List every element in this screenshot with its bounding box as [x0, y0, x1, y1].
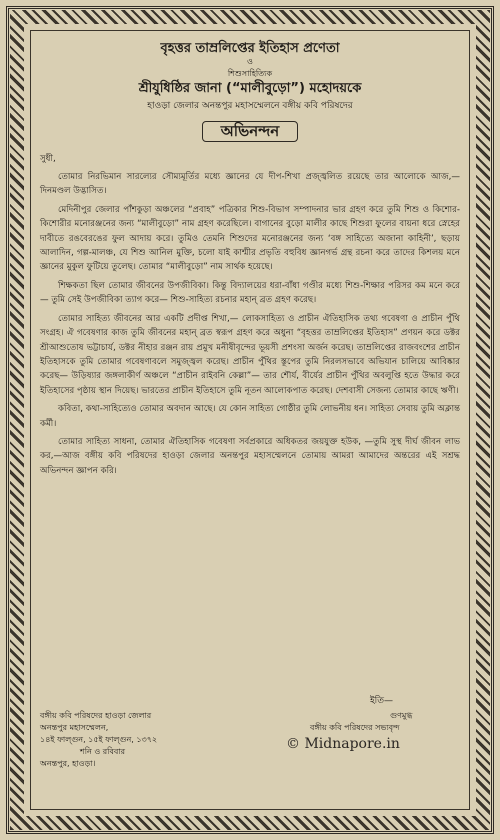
paragraph-6: তোমার সাহিত্য সাধনা, তোমার ঐতিহাসিক গবেষণা সর্বপ্রকারে অধিকতর জয়যুক্ত হউক, —তুমি সুস্থ দীর্ঘ জীবন লাভ কর,—আজ বঙ্গীয় কবি পরিষদের হাওড়া জেলার অনন্তপুর মহাসম্মেলনে তোমায় আমরা আমাদের অন্তরের এই সশ্রদ্ধ অভিনন্দন জ্ঞাপন করি। — [40, 436, 460, 476]
footer — [40, 696, 460, 810]
footer-left-line-4: শনি ও রবিবার — [80, 747, 126, 756]
header-line-5: হাওড়া জেলার অনন্তপুর মহাসম্মেলনে বঙ্গীয় কবি পরিষদের — [147, 100, 353, 111]
footer-left-line-5: অনন্তপুর, হাওড়া। — [40, 759, 96, 768]
footer-left-line-3: ১৪ই ফাল্গুন, ১৫ই ফাল্গুন, ১৩৭২ — [40, 735, 158, 744]
header-line-3: শিশুসাহিত্যিক — [227, 69, 273, 79]
paragraph-5: কবিতা, কথা-সাহিত্যেও তোমার অবদান আছে। যে কোন সাহিত্য গোষ্ঠীর তুমি লোভনীয় ধন। সাহিত্য সেবায় তুমি অক্লান্ত কর্মী। — [40, 404, 460, 429]
closing-iti: ইতি— — [370, 696, 394, 706]
header-line-2: ও — [247, 57, 253, 67]
paragraph-2: মেদিনীপুর জেলার পাঁশকুড়া অঞ্চলের “প্রবাহ” পত্রিকার শিশু-বিভাগ সম্পাদনার ভার গ্রহণ করে তুমি শিশু ও কিশোর-কিশোরীর মনোরঞ্জনের জন্য “মালীবুড়ো” নাম গ্রহণ করেছিলে। বাগানের বুড়ো মালীর কাছে শিশুরা ফুলের বায়না ধরে স্নেহের দাবীতে রঙবেরঙের ফুল আদায় করে। তুমিও তেমনি শিশুদের মনোরঞ্জনের জন্য ‘বঙ্গ সাহিত্যে অজানা কাহিনী’, ছড়ায় আলাদিন, গল্প-মালঞ্চ, যে শিশু আনিল মুক্তি, চলো যাই কাশ্মীর প্রভৃতি বহুবিধ জ্ঞানগর্ভ গ্রন্থ রচনা করে তাদের কিশলয় মনে জ্ঞানের মুকুল ফুটিয়ে তুলেছ। তোমার “মালীবুড়ো” নাম সার্থক হয়েছে। — [40, 204, 460, 273]
paragraph-1: তোমার নিরভিমান সারল্যের সৌম্যমূর্তির মধ্যে জ্ঞানের যে দীপ-শিখা প্রজ্জ্বলিত রয়েছে তার আলোকে আজ,— দিনমণ্ডল উদ্ভাসিত। — [40, 172, 460, 197]
certificate-content — [40, 40, 460, 800]
footer-right-line-1: গুণমুগ্ধ — [390, 711, 413, 720]
salutation: সুধী, — [40, 153, 56, 164]
banner-title: অভিনন্দন — [202, 121, 298, 141]
footer-right — [310, 710, 460, 734]
footer-left-line-2: অনন্তপুর মহাসম্মেলন, — [40, 723, 109, 732]
paragraph-3: শিক্ষকতা ছিল তোমার জীবনের উপজীবিকা। কিন্তু বিদ্যালয়ের ধরা-বাঁধা গণ্ডীর মধ্যে শিশু-শিক্ষার পরিসর কম মনে করে— তুমি সেই উপজীবিকা ত্যাগ করে— শিশু-সাহিত্য রচনার মহান্‌ ব্রত গ্রহণ করেছ। — [40, 280, 460, 306]
footer-left — [40, 710, 250, 770]
paragraph-4: তোমার সাহিত্য জীবনের আর একটি প্রদীপ্ত শিখা,— লোকসাহিত্য ও প্রাচীন ঐতিহাসিক তথ্য গবেষণা ও প্রাচীন পুঁথি সংগ্রহ। ঐ গবেষণার কাজ তুমি জীবনের মহান্‌ ব্রত স্বরূপ গ্রহণ করে অধুনা “বৃহত্তর তাম্রলিপ্তের ইতিহাস” প্রণয়ন করে ডক্টর শ্রীআশুতোষ ভট্টাচার্য, ডক্টর নীহার রঞ্জন রায় প্রমুখ মনীষীবৃন্দের ভূয়সী প্রশংসা অর্জন করেছ। তাম্রলিপ্তের রাজবংশের প্রাচীন ইতিহাসকে তুমি তোমার গবেষণাবলে সমুজ্জ্বল করেছ। প্রাচীন পুঁথির স্তূপের তুমি নিরলসভাবে অভিযান চালিয়ে আবিষ্কার করেছ— উড়িষ্যার জঙ্গলাকীর্ণ অঞ্চলে “প্রাচীন রাইবনি কেল্লা”— তার শৌর্য, বীর্যের প্রাচীন পুঁথির অবলুপ্তি হতে উদ্ধার করে ইতিহাসের পৃষ্ঠায় স্থান দিয়েছ। ভারতের প্রাচীন ইতিহাসে তুমি নূতন আলোকপাত করেছ। দেশবাসী সেজন্য তোমার কাছে ঋণী। — [40, 313, 460, 396]
watermark: © Midnapore.in — [286, 736, 400, 752]
header-line-1: বৃহত্তর তাম্রলিপ্তের ইতিহাস প্রণেতা — [160, 41, 340, 56]
header-line-4: শ্রীযুধিষ্ঠির জানা (“মালীবুড়ো”) মহোদয়কে — [138, 81, 362, 97]
footer-left-line-1: বঙ্গীয় কবি পরিষদের হাওড়া জেলার — [40, 711, 152, 720]
footer-right-line-2: বঙ্গীয় কবি পরিষদের সভ্যবৃন্দ — [310, 723, 400, 732]
